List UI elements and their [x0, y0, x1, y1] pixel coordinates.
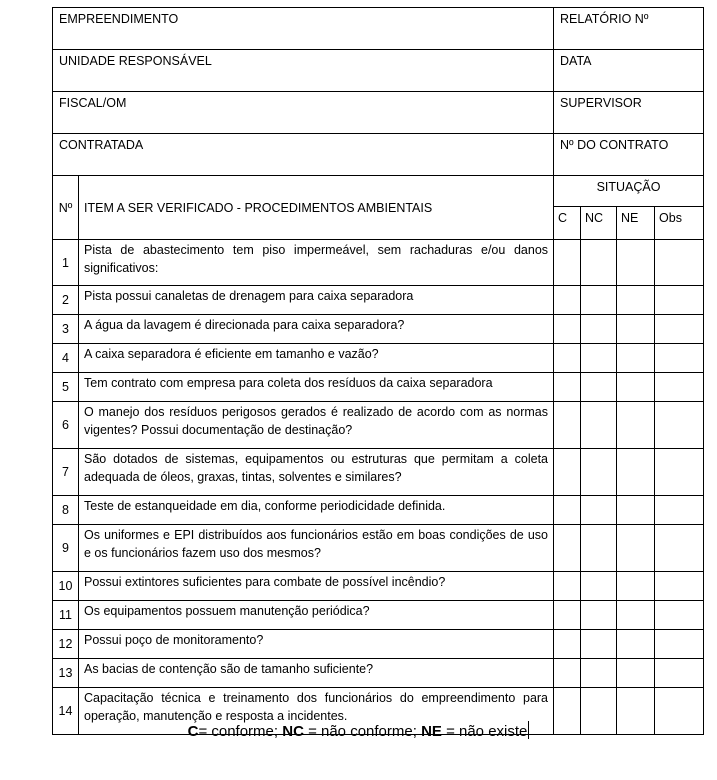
item-number: 1: [53, 240, 79, 286]
legend-c-text: = conforme;: [198, 723, 283, 740]
item-description: A caixa separadora é eficiente em tamanho e vazão?: [79, 344, 554, 373]
item-description: O manejo dos resíduos perigosos gerados é realizado de acordo com as normas vigentes? Possui documentação de destinação?: [79, 402, 554, 449]
cell-obs[interactable]: [655, 525, 704, 572]
item-number: 11: [53, 601, 79, 630]
checklist-row: [53, 525, 704, 572]
item-number: 4: [53, 344, 79, 373]
item-description: Teste de estanqueidade em dia, conforme periodicidade definida.: [79, 496, 554, 525]
cell-obs[interactable]: [655, 344, 704, 373]
supervisor-label: SUPERVISOR: [560, 96, 642, 110]
cell-c[interactable]: [554, 572, 581, 601]
cell-ne[interactable]: [617, 525, 655, 572]
cell-ne[interactable]: [617, 240, 655, 286]
item-description: Pista de abastecimento tem piso impermeável, sem rachaduras e/ou danos significativos:: [79, 240, 554, 286]
contrato-label: Nº DO CONTRATO: [560, 138, 669, 152]
empreendimento-label: EMPREENDIMENTO: [59, 12, 179, 26]
checklist-row: [53, 373, 704, 402]
cell-ne[interactable]: [617, 659, 655, 688]
item-number: 5: [53, 373, 79, 402]
unidade-field[interactable]: [53, 50, 554, 92]
item-description: Possui poço de monitoramento?: [79, 630, 554, 659]
cell-c[interactable]: [554, 659, 581, 688]
cell-ne[interactable]: [617, 630, 655, 659]
legend: [0, 721, 717, 740]
cell-c[interactable]: [554, 402, 581, 449]
item-number: 9: [53, 525, 79, 572]
cell-ne[interactable]: [617, 449, 655, 496]
cell-c[interactable]: [554, 315, 581, 344]
cell-nc[interactable]: [581, 373, 617, 402]
cell-obs[interactable]: [655, 496, 704, 525]
column-header-nc: NC: [581, 207, 617, 240]
legend-ne-text: = não existe: [441, 723, 528, 740]
cell-ne[interactable]: [617, 496, 655, 525]
item-number: 14: [53, 688, 79, 735]
contratada-field[interactable]: [53, 134, 554, 176]
item-description: As bacias de contenção são de tamanho suficiente?: [79, 659, 554, 688]
cell-obs[interactable]: [655, 240, 704, 286]
fiscal-field[interactable]: [53, 92, 554, 134]
cell-nc[interactable]: [581, 240, 617, 286]
empreendimento-field[interactable]: [53, 8, 554, 50]
checklist-row: [53, 449, 704, 496]
cell-c[interactable]: [554, 240, 581, 286]
relatorio-label: RELATÓRIO Nº: [560, 12, 649, 26]
item-number: 7: [53, 449, 79, 496]
cell-obs[interactable]: [655, 373, 704, 402]
item-number: 12: [53, 630, 79, 659]
item-description: Os uniformes e EPI distribuídos aos funcionários estão em boas condições de uso e os funcionários fazem uso dos mesmos?: [79, 525, 554, 572]
cell-nc[interactable]: [581, 601, 617, 630]
cell-nc[interactable]: [581, 449, 617, 496]
checklist-row: [53, 496, 704, 525]
cell-obs[interactable]: [655, 315, 704, 344]
cell-c[interactable]: [554, 286, 581, 315]
item-description: Os equipamentos possuem manutenção periódica?: [79, 601, 554, 630]
data-field[interactable]: [554, 50, 704, 92]
data-label: DATA: [560, 54, 592, 68]
cell-c[interactable]: [554, 496, 581, 525]
item-number: 2: [53, 286, 79, 315]
cell-obs[interactable]: [655, 659, 704, 688]
header-row-fiscal: [53, 92, 704, 134]
legend-nc-abbr: NC: [282, 723, 304, 740]
cell-obs[interactable]: [655, 402, 704, 449]
item-number: 13: [53, 659, 79, 688]
header-row-unidade: [53, 50, 704, 92]
cell-c[interactable]: [554, 344, 581, 373]
fiscal-label: FISCAL/OM: [59, 96, 127, 110]
cell-c[interactable]: [554, 630, 581, 659]
cell-nc[interactable]: [581, 315, 617, 344]
item-number: 8: [53, 496, 79, 525]
cell-nc[interactable]: [581, 344, 617, 373]
cell-obs[interactable]: [655, 572, 704, 601]
legend-ne-abbr: NE: [421, 723, 442, 740]
column-header-num: Nº: [53, 176, 79, 240]
cell-ne[interactable]: [617, 315, 655, 344]
cell-obs[interactable]: [655, 286, 704, 315]
item-description: Tem contrato com empresa para coleta dos resíduos da caixa separadora: [79, 373, 554, 402]
header-row-contratada: [53, 134, 704, 176]
cell-nc[interactable]: [581, 286, 617, 315]
column-header-item: ITEM A SER VERIFICADO - PROCEDIMENTOS AMBIENTAIS: [79, 176, 554, 240]
legend-nc-text: = não conforme;: [303, 723, 422, 740]
cell-obs[interactable]: [655, 601, 704, 630]
column-header-obs: Obs: [655, 207, 704, 240]
checklist-row: [53, 572, 704, 601]
cell-ne[interactable]: [617, 373, 655, 402]
item-description: Possui extintores suficientes para combate de possível incêndio?: [79, 572, 554, 601]
column-header-situacao: SITUAÇÃO: [554, 176, 704, 207]
cell-nc[interactable]: [581, 572, 617, 601]
checklist-row: [53, 630, 704, 659]
text-cursor: [528, 721, 529, 739]
contratada-label: CONTRATADA: [59, 138, 144, 152]
item-number: 3: [53, 315, 79, 344]
unidade-label: UNIDADE RESPONSÁVEL: [59, 54, 212, 68]
cell-obs[interactable]: [655, 630, 704, 659]
supervisor-field[interactable]: [554, 92, 704, 134]
cell-nc[interactable]: [581, 630, 617, 659]
cell-ne[interactable]: [617, 601, 655, 630]
checklist-row: [53, 315, 704, 344]
contrato-field[interactable]: [554, 134, 704, 176]
checklist-row: [53, 240, 704, 286]
checklist-row: [53, 601, 704, 630]
relatorio-field[interactable]: [554, 8, 704, 50]
cell-c[interactable]: [554, 449, 581, 496]
checklist-row: [53, 659, 704, 688]
cell-nc[interactable]: [581, 659, 617, 688]
cell-c[interactable]: [554, 373, 581, 402]
checklist-row: [53, 286, 704, 315]
checklist-row: [53, 402, 704, 449]
header-row-empreendimento: [53, 8, 704, 50]
item-description: A água da lavagem é direcionada para caixa separadora?: [79, 315, 554, 344]
item-description: Capacitação técnica e treinamento dos funcionários do empreendimento para operação, manutenção e resposta a incidentes.: [79, 688, 554, 735]
cell-ne[interactable]: [617, 402, 655, 449]
checklist-row: [53, 344, 704, 373]
item-description: São dotados de sistemas, equipamentos ou estruturas que permitam a coleta adequada de óleos, graxas, tintas, solventes e similares?: [79, 449, 554, 496]
inspection-checklist-table: [52, 7, 704, 735]
item-number: 10: [53, 572, 79, 601]
cell-nc[interactable]: [581, 402, 617, 449]
column-header-row: [53, 176, 704, 207]
cell-c[interactable]: [554, 601, 581, 630]
item-description: Pista possui canaletas de drenagem para caixa separadora: [79, 286, 554, 315]
cell-ne[interactable]: [617, 344, 655, 373]
cell-c[interactable]: [554, 525, 581, 572]
cell-ne[interactable]: [617, 572, 655, 601]
cell-nc[interactable]: [581, 525, 617, 572]
item-number: 6: [53, 402, 79, 449]
column-header-ne: NE: [617, 207, 655, 240]
cell-obs[interactable]: [655, 449, 704, 496]
legend-c-abbr: C: [187, 723, 199, 740]
column-header-c: C: [554, 207, 581, 240]
cell-nc[interactable]: [581, 496, 617, 525]
cell-ne[interactable]: [617, 286, 655, 315]
